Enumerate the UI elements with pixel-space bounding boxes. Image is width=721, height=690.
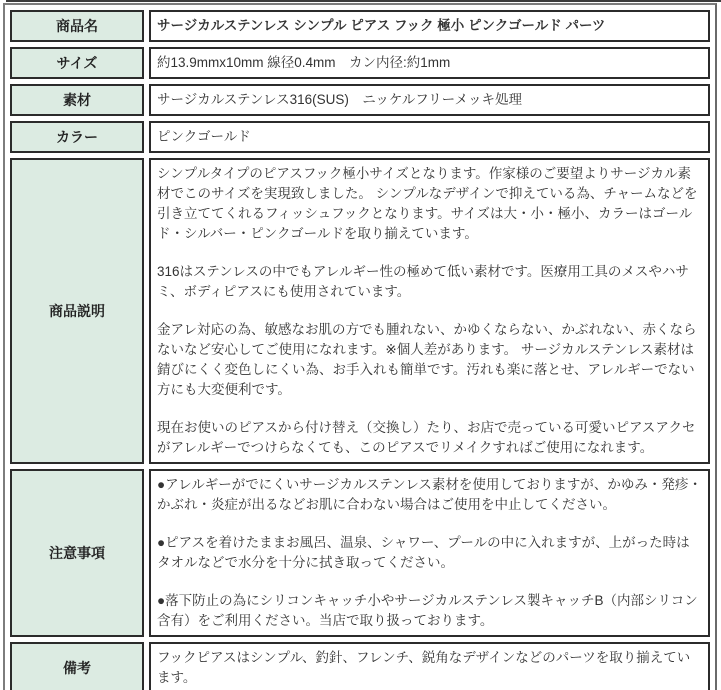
row-label-material: 素材 <box>10 84 144 116</box>
spec-row-remarks <box>10 642 710 690</box>
description-paragraph: 金アレ対応の為、敏感なお肌の方でも腫れない、かゆくならない、かぶれない、赤くならないなど安心してご使用になれます。※個人差があります。 サージカルステンレス素材は錆びにくく変色しにくい為、お手入れも簡単です。汚れも楽に落とせ、アレルギーでない方にも大変便利です。 <box>157 322 697 397</box>
description-paragraph: シンプルタイプのピアスフック極小サイズとなります。作家様のご要望よりサージカル素材でこのサイズを実現致しました。 シンプルなデザインで抑えている為、チャームなどを引き立ててくれるフィッシュフックとなります。サイズは大・小・極小、カラーはゴールド・シルバー・ピンクゴールドを取り揃えています。 <box>157 166 698 241</box>
row-content-description <box>149 158 710 464</box>
row-label-remarks: 備考 <box>10 642 144 690</box>
row-content-size: 約13.9mmx10mm 線径0.4mm カン内径:約1mm <box>149 47 710 79</box>
row-content-cautions <box>149 469 710 637</box>
row-content-product-name: サージカルステンレス シンプル ピアス フック 極小 ピンクゴールド パーツ <box>149 10 710 42</box>
spec-row-description <box>10 158 710 464</box>
row-label-product-name: 商品名 <box>10 10 144 42</box>
row-content-material: サージカルステンレス316(SUS) ニッケルフリーメッキ処理 <box>149 84 710 116</box>
row-content-remarks: フックピアスはシンプル、釣針、フレンチ、鋭角なデザインなどのパーツを取り揃えています。 <box>149 642 710 690</box>
caution-item: ●ピアスを着けたままお風呂、温泉、シャワー、プールの中に入れますが、上がった時はタオルなどで水分を十分に拭き取ってください。 <box>157 535 690 570</box>
row-label-description: 商品説明 <box>10 158 144 464</box>
description-paragraph: 316はステンレスの中でもアレルギー性の極めて低い素材です。医療用工具のメスやハサミ、ボディピアスにも使用されています。 <box>157 264 689 299</box>
spec-row-cautions <box>10 469 710 637</box>
description-paragraph: 現在お使いのピアスから付け替え（交換し）たり、お店で売っている可愛いピアスアクセがアレルギーでつけらなくても、このピアスでリメイクすればご使用になれます。 <box>157 420 696 455</box>
row-label-color: カラー <box>10 121 144 153</box>
spec-table-body <box>10 10 710 690</box>
row-content-color: ピンクゴールド <box>149 121 710 153</box>
row-label-cautions: 注意事項 <box>10 469 144 637</box>
spec-row-color <box>10 121 710 153</box>
spec-row-product-name <box>10 10 710 42</box>
product-spec-table <box>3 3 717 690</box>
spec-row-size <box>10 47 710 79</box>
spec-row-material <box>10 84 710 116</box>
row-label-size: サイズ <box>10 47 144 79</box>
caution-item: ●落下防止の為にシリコンキャッチ小やサージカルステンレス製キャッチB（内部シリコン含有）をご利用ください。当店で取り扱っております。 <box>157 593 698 628</box>
caution-item: ●アレルギーがでにくいサージカルステンレス素材を使用しておりますが、かゆみ・発疹・かぶれ・炎症が出るなどお肌に合わない場合はご使用を中止してください。 <box>157 477 702 512</box>
top-divider-rule <box>6 0 721 2</box>
